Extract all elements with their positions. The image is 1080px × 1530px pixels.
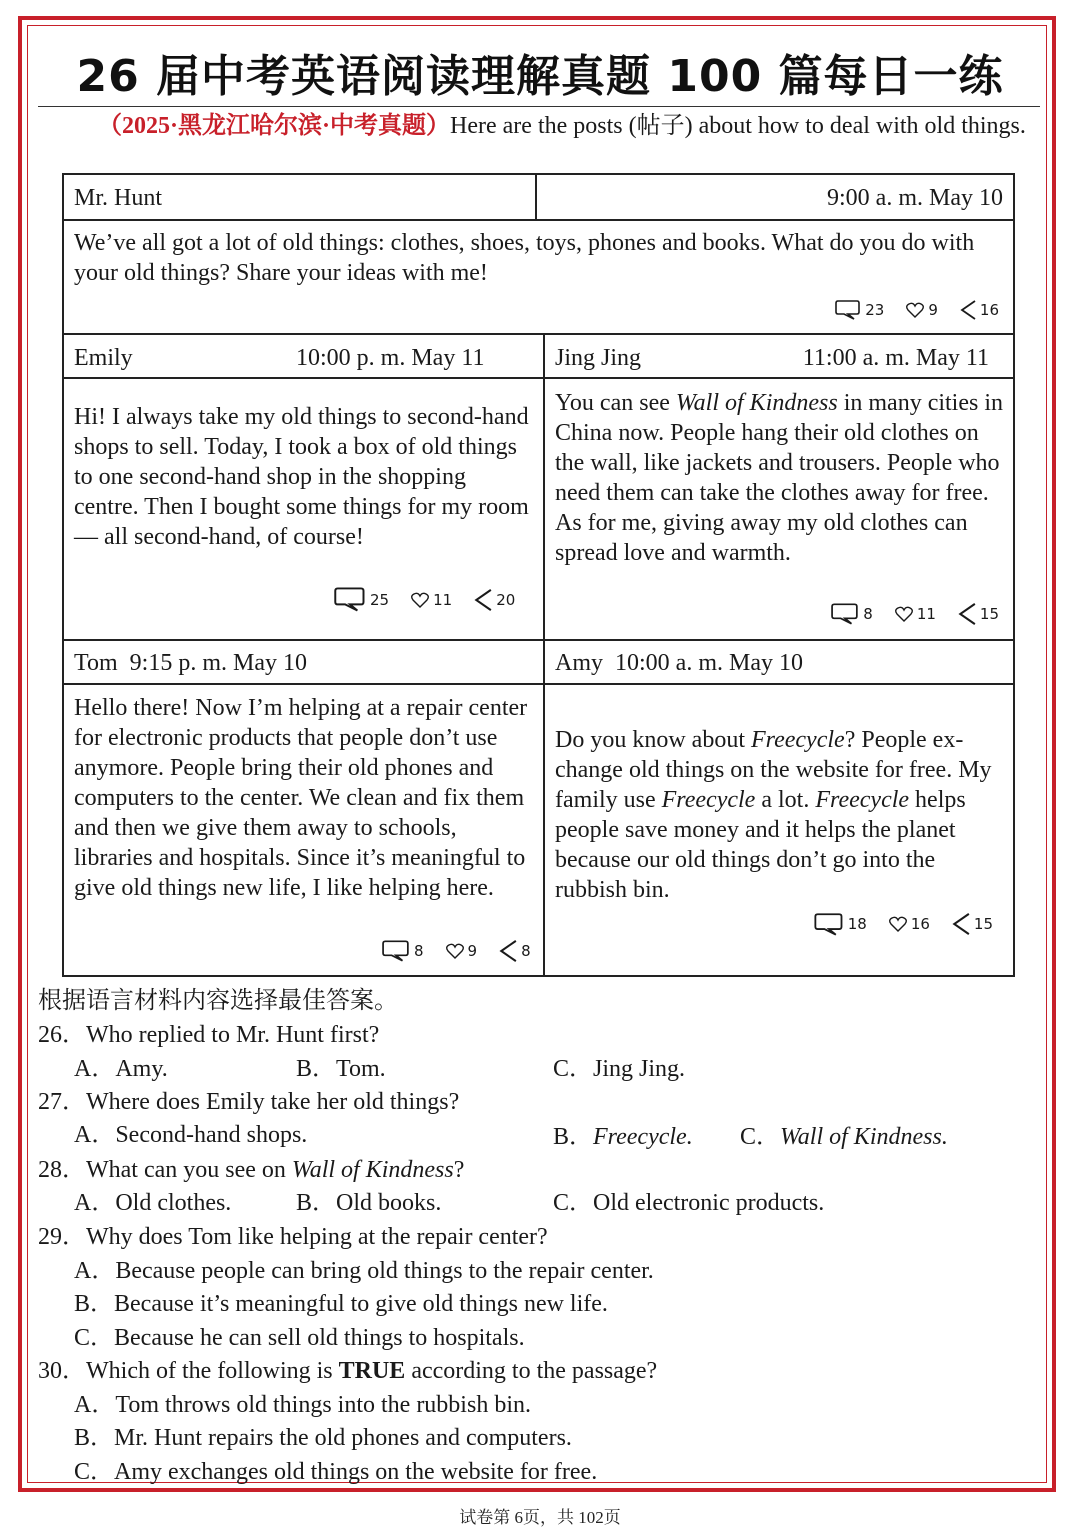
heart-icon[interactable] [906,302,924,318]
comment-count: 8 [414,942,424,960]
q26-option-c[interactable]: C．Jing Jing. [553,1056,686,1082]
share-count: 15 [973,915,993,933]
q29-option-a[interactable]: A．Because people can bring old things to the repair center. [74,1258,654,1284]
page-title: 26 届中考英语阅读理解真题 100 篇每日一练 [76,51,1004,102]
intro-paragraph [38,110,1042,143]
q27-option-c[interactable]: C．Wall of Kindness. [740,1124,948,1150]
share-count: 8 [521,942,531,960]
post-stats-emily [334,586,515,613]
share-icon[interactable] [474,587,492,613]
q29-option-c[interactable]: C．Because he can sell old things to hospitals. [74,1325,525,1351]
q29-option-b[interactable]: B．Because it’s meaningful to give old things new life. [74,1291,608,1317]
post-stats-tom [382,938,531,964]
share-icon[interactable] [499,938,517,964]
post-stats-hunt [835,299,999,321]
q26-option-a[interactable]: A．Amy. [74,1056,168,1082]
like-count: 11 [433,590,453,609]
share-count: 16 [979,301,999,319]
title-divider [38,106,1040,107]
comment-count: 8 [863,605,873,623]
post-header-amy: Amy 10:00 a. m. May 10 [555,650,803,676]
q26-option-b[interactable]: B．Tom. [296,1056,386,1082]
posts-table [62,173,1015,977]
comment-count: 25 [370,590,390,609]
like-count: 9 [928,301,938,319]
post-body-jingjing: You can see Wall of Kindness in many cities in China now. People hang their old clothes on the wall, like jackets and trousers. People who need them can take the clothes away for free. As for me, giving away my old clothes can spread love and warmth. [555,390,1004,566]
post-body-tom: Hello there! Now I’m helping at a repair center for electronic products that people don’t use anymore. People bring their old phones and computers to the center. We clean and fix them and then we give them away to schools, libraries and hospitals. Since it’s meaningful to give old things new life, I like helping here. [74,695,528,901]
heart-icon[interactable] [446,943,464,959]
q28-option-a[interactable]: A．Old clothes. [74,1190,232,1216]
q27-option-a[interactable]: A．Second-hand shops. [74,1122,308,1148]
like-count: 11 [916,605,936,623]
q30-option-b[interactable]: B．Mr. Hunt repairs the old phones and computers. [74,1425,572,1451]
post-author-jingjing: Jing Jing [555,345,642,371]
q28-stem: 28．What can you see on Wall of Kindness? [38,1157,465,1183]
post-author-hunt: Mr. Hunt [74,185,163,211]
post-stats-jingjing [831,601,999,627]
q28-option-c[interactable]: C．Old electronic products. [553,1190,825,1216]
like-count: 9 [467,942,478,960]
comment-icon[interactable] [814,912,844,937]
share-icon[interactable] [958,601,976,627]
post-body-hunt: We’ve all got a lot of old things: clothes, shoes, toys, phones and books. What do you do with your old things? Share your ideas with me! [74,230,975,286]
page-footer: 试卷第 6页，共 102页 [459,1508,621,1527]
post-time-hunt: 9:00 a. m. May 10 [827,185,1003,211]
post-stats-amy [814,911,993,937]
q27-stem: 27．Where does Emily take her old things? [38,1089,460,1115]
instruction: 根据语言材料内容选择最佳答案。 [38,988,398,1014]
source-label: （2025·黑龙江哈尔滨·中考真题） [98,113,451,139]
q28-option-b[interactable]: B．Old books. [296,1190,442,1216]
q30-stem: 30．Which of the following is TRUE according to the passage? [38,1358,658,1384]
share-count: 20 [496,590,516,609]
like-count: 16 [910,915,930,933]
post-header-tom: Tom 9:15 p. m. May 10 [74,650,307,676]
heart-icon[interactable] [411,592,429,608]
heart-icon[interactable] [895,606,913,622]
comment-icon[interactable] [835,299,861,321]
intro-text: Here are the posts (帖子) about how to deal with old things. [450,113,1026,139]
q27-option-b[interactable]: B．Freecycle. [553,1124,693,1150]
post-body-emily: Hi! I always take my old things to second-hand shops to sell. Today, I took a box of old things to one second-hand shop in the shopping centre. Then I bought some things for my room— all second-hand, of course! [74,404,529,550]
post-time-emily: 10:00 p. m. May 11 [296,345,485,371]
post-author-emily: Emily [74,345,133,371]
q30-option-c[interactable]: C．Amy exchanges old things on the website for free. [74,1459,598,1485]
q26-stem: 26．Who replied to Mr. Hunt first? [38,1022,380,1048]
q30-option-a[interactable]: A．Tom throws old things into the rubbish bin. [74,1392,531,1418]
share-count: 15 [979,605,999,623]
share-icon[interactable] [960,299,976,321]
heart-icon[interactable] [889,916,907,932]
share-icon[interactable] [952,911,970,937]
comment-count: 18 [847,915,867,933]
post-body-amy: Do you know about Freecycle? People ex-change old things on the website for free. My family use Freecycle a lot. Freecycle helps people save money and it helps the planet because our old things don’t go into the rubbish bin. [555,727,992,903]
comment-icon[interactable] [831,602,859,626]
comment-count: 23 [865,301,885,319]
comment-icon[interactable] [382,939,410,963]
comment-icon[interactable] [334,586,366,613]
q29-stem: 29．Why does Tom like helping at the repair center? [38,1224,548,1250]
post-time-jingjing: 11:00 a. m. May 11 [802,345,989,371]
